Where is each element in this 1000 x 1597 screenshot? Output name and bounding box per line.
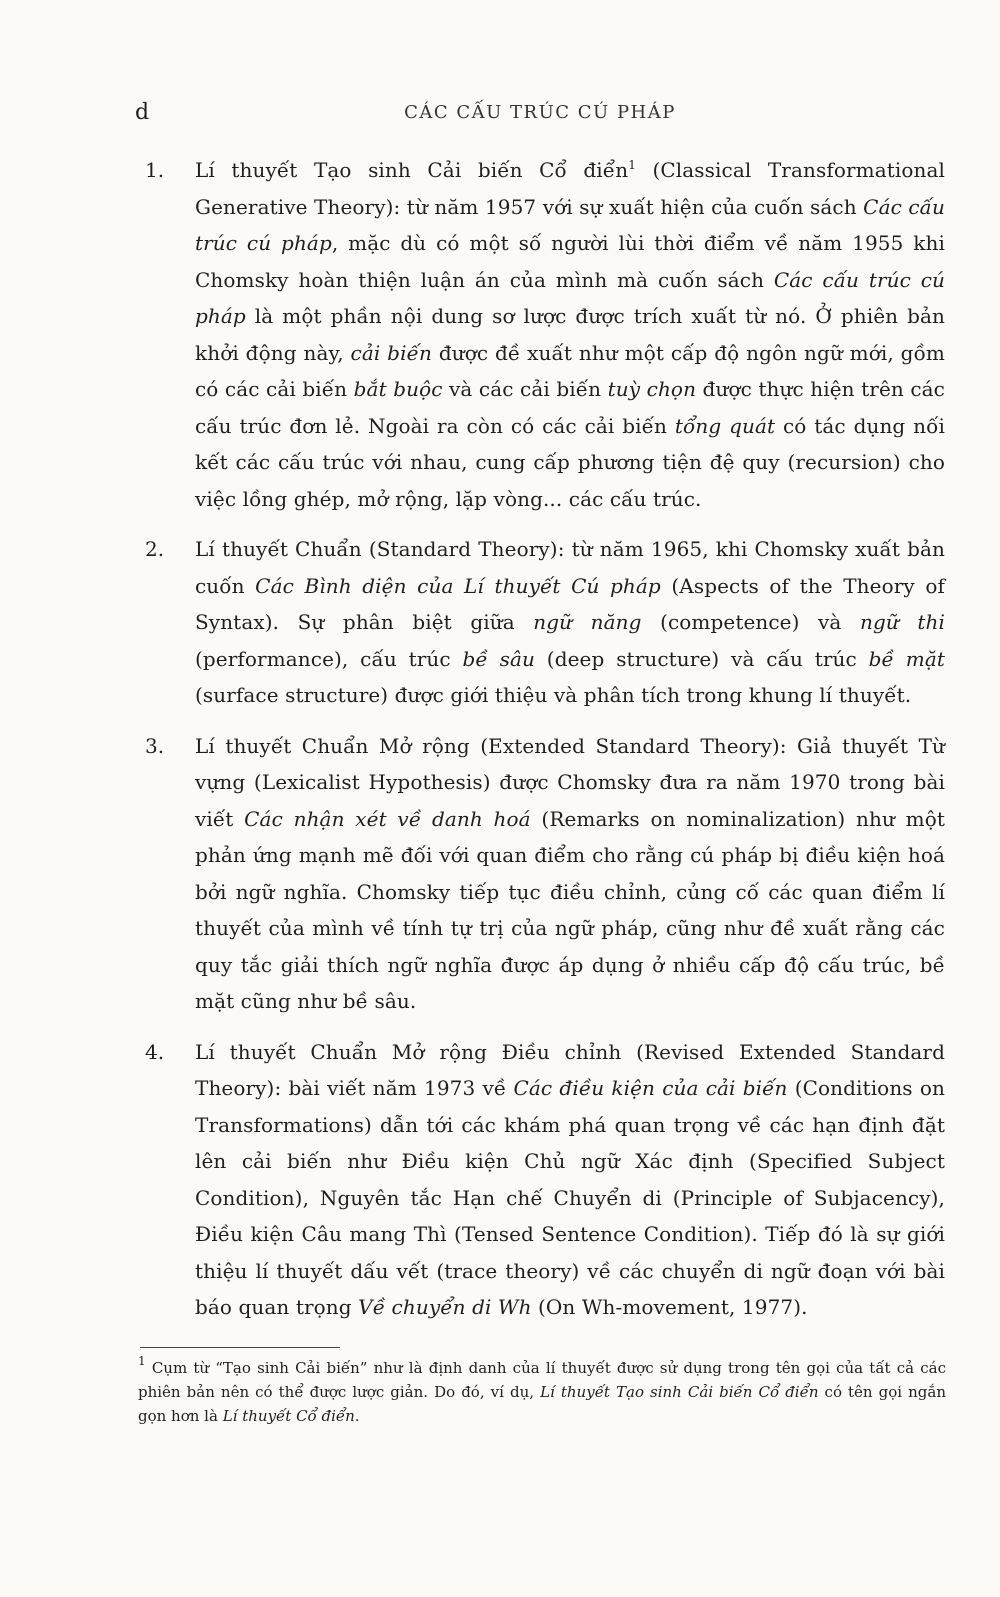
theory-list [145, 152, 945, 1340]
running-title: CÁC CẤU TRÚC CÚ PHÁP [404, 102, 676, 123]
list-item [145, 531, 945, 714]
item-number: 2. [145, 537, 165, 561]
text-run: (Aspects of the Theory of Syntax). Sự phân biệt giữa [195, 573, 946, 634]
item-number: 1. [145, 158, 165, 182]
text-run: có tên gọi ngắn gọn hơn là [138, 1383, 946, 1425]
text-run: (competence) và [641, 610, 860, 634]
text-run: (deep structure) và cấu trúc [535, 646, 869, 671]
footnote [138, 1356, 946, 1428]
italic-text: bề sâu [462, 646, 535, 671]
text-run: và các cải biến [442, 377, 608, 401]
footnote-marker: 1 [138, 1354, 146, 1368]
text-run: (Remarks on nominalization) như một phản ứng mạnh mẽ đối với quan điểm cho rằng cú pháp bị điều kiện hoá bởi ngữ nghĩa. Chomsky tiếp tục điều chỉnh, củng cố các quan điểm lí thuyết của mình về tính tự trị của ngữ pháp, cũng như đề xuất rằng các quy tắc giải thích ngữ nghĩa được áp dụng ở nhiều cấp độ cấu trúc, bề mặt cũng như bề sâu. [195, 806, 945, 1013]
text-run: (Classical Transformational Generative Theory): từ năm 1957 với sự xuất hiện của cuốn sách [195, 158, 945, 219]
italic-text: Lí thuyết Cổ điển [222, 1407, 355, 1425]
text-run: được đề xuất như một cấp độ ngôn ngữ mới, gồm có các cải biến [195, 340, 945, 401]
italic-text: Các Bình diện của Lí thuyết Cú pháp [255, 573, 661, 598]
text-run: Lí thuyết Chuẩn Mở rộng (Extended Standard Theory): Giả thuyết Từ vựng (Lexicalist Hypothesis) được Chomsky đưa ra năm 1970 trong bài viết [195, 733, 945, 831]
text-run: Lí thuyết Chuẩn Mở rộng Điều chỉnh (Revised Extended Standard Theory): bài viết năm 1973 về [195, 1039, 945, 1100]
text-run: có tác dụng nối kết các cấu trúc với nhau, cung cấp phương tiện đệ quy (recursion) cho việc lồng ghép, mở rộng, lặp vòng... các cấu trúc. [195, 413, 945, 511]
italic-text: bề mặt [868, 646, 945, 671]
item-text [195, 531, 945, 714]
footnote-marker: 1 [628, 158, 636, 172]
italic-text: tổng quát [674, 413, 776, 438]
italic-text: cải biến [350, 340, 432, 365]
list-item [145, 1034, 945, 1326]
item-number: 3. [145, 733, 165, 758]
text-run: (surface structure) được giới thiệu và phân tích trong khung lí thuyết. [195, 683, 912, 707]
list-item [145, 728, 945, 1020]
italic-text: Lí thuyết Tạo sinh Cải biến Cổ điển [540, 1383, 819, 1401]
italic-text: bắt buộc [353, 377, 443, 401]
text-run: (Conditions on Transformations) dẫn tới các khám phá quan trọng về các hạn định đặt lên cải biến như Điều kiện Chủ ngữ Xác định (Specified Subject Condition), Nguyên tắc Hạn chế Chuyển di (Principle of Subjacency), Điều kiện Câu mang Thì (Tensed Sentence Condition). Tiếp đó là sự giới thiệu lí thuyết dấu vết (trace theory) về các chuyển di ngữ đoạn với bài báo quan trọng [195, 1076, 945, 1319]
item-text [195, 728, 945, 1020]
italic-text: Về chuyển di Wh [358, 1295, 532, 1319]
italic-text: ngữ thi [860, 610, 946, 634]
item-text [195, 152, 945, 517]
text-run: . [354, 1407, 360, 1425]
italic-text: Các cấu trúc cú pháp [195, 267, 945, 328]
italic-text: Các nhận xét về danh hoá [244, 806, 531, 831]
text-run: (On Wh-movement, 1977). [531, 1295, 808, 1319]
text-run: là một phần nội dung sơ lược được trích xuất từ nó. Ở phiên bản khởi động này, [195, 304, 945, 365]
page-number: d [135, 100, 150, 125]
text-run: , mặc dù có một số người lùi thời điểm về năm 1955 khi Chomsky hoàn thiện luận án của mình mà cuốn sách [195, 231, 945, 292]
text-run: Lí thuyết Tạo sinh Cải biến Cổ điển [195, 158, 629, 182]
list-item [145, 152, 945, 517]
text-run: Cụm từ “Tạo sinh Cải biến” như là định danh của lí thuyết được sử dụng trong tên gọi của tất cả các phiên bản nên có thể được lược giản. Do đó, ví dụ, [138, 1359, 946, 1401]
page-header [135, 100, 945, 130]
text-run: được thực hiện trên các cấu trúc đơn lẻ. Ngoài ra còn có các cải biến [195, 377, 945, 438]
text-run: (performance), cấu trúc [195, 646, 463, 671]
footnote-rule [140, 1347, 340, 1348]
italic-text: ngữ năng [533, 610, 642, 634]
italic-text: Các cấu trúc cú pháp [195, 194, 946, 255]
text-run: Lí thuyết Chuẩn (Standard Theory): từ năm 1965, khi Chomsky xuất bản cuốn [195, 537, 945, 598]
italic-text: tuỳ chọn [607, 377, 697, 401]
italic-text: Các điều kiện của cải biến [513, 1076, 788, 1100]
item-number: 4. [145, 1039, 165, 1064]
item-text [195, 1034, 945, 1326]
